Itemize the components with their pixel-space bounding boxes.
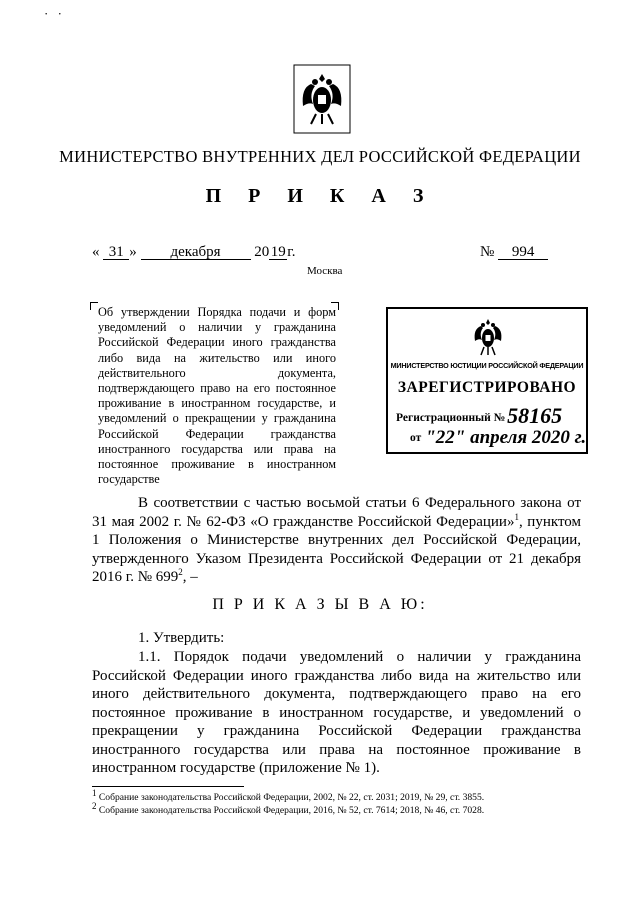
stamp-date-value: "22" апреля 2020 г. — [425, 427, 587, 448]
footnote-ref-1: 1 — [514, 511, 519, 522]
subject-bracket-left — [90, 302, 98, 310]
registration-stamp — [386, 307, 588, 454]
stamp-date-label: от — [410, 432, 422, 444]
footnote-1 — [92, 787, 485, 804]
preamble-paragraph — [92, 494, 581, 587]
order-date — [92, 244, 295, 261]
stamp-reg-number: 58165 — [507, 403, 563, 428]
date-year: 19 — [270, 244, 286, 260]
stamp-date-line — [410, 427, 586, 449]
footnote-2-mark: 2 — [92, 800, 97, 811]
city: Москва — [307, 265, 343, 277]
footnote-1-mark: 1 — [92, 787, 97, 798]
stamp-reg-label: Регистрационный № — [396, 412, 506, 424]
footnote-2 — [92, 800, 485, 817]
number-label: № — [480, 244, 495, 260]
date-month: декабря — [141, 245, 251, 260]
item-1: 1. Утвердить: — [138, 630, 225, 646]
footnote-ref-2: 2 — [178, 567, 183, 577]
number-value: 994 — [498, 245, 548, 260]
date-day: 31 — [103, 245, 129, 260]
footnote-2-text: Собрание законодательства Российской Федерации, 2016, № 52, ст. 7614; 2018, № 46, ст. 7028. — [96, 805, 485, 816]
ministry-name: МИНИСТЕРСТВО ВНУТРЕННИХ ДЕЛ РОССИЙСКОЙ ФЕДЕРАЦИИ — [59, 147, 581, 166]
stamp-organization: МИНИСТЕРСТВО ЮСТИЦИИ РОССИЙСКОЙ ФЕДЕРАЦИИ — [390, 361, 584, 370]
stamp-registration-line — [396, 403, 562, 429]
document-type-title: П Р И К А З — [205, 185, 435, 207]
preamble-text-a: В соответствии с частью восьмой статьи 6 Федерального закона от 31 мая 2002 г. № 62-ФЗ «О гражданстве Российской Федерации» — [92, 495, 581, 530]
date-century: 20 — [254, 244, 270, 260]
date-open-quote: « — [92, 244, 100, 260]
order-word: П Р И К А З Ы В А Ю: — [212, 596, 428, 613]
stamp-emblem-icon — [469, 315, 507, 359]
coat-of-arms-emblem — [293, 64, 351, 134]
stamp-status: ЗАРЕГИСТРИРОВАНО — [397, 379, 577, 396]
order-number — [480, 244, 548, 261]
date-close-quote: » — [129, 244, 137, 260]
preamble-text-b: , пунктом 1 Положения о Министерстве внутренних дел Российской Федерации, утвержденного Указом Президента Российской Федерации от 21 декабря 2016 г. № 699 — [92, 513, 582, 585]
date-year-suffix: г. — [287, 244, 296, 260]
preamble-text-c: , – — [182, 569, 198, 585]
footnote-1-text: Собрание законодательства Российской Федерации, 2002, № 22, ст. 2031; 2019, № 29, ст. 3855. — [96, 792, 485, 803]
corner-marks: · · — [44, 6, 65, 21]
item-1-1: 1.1. Порядок подачи уведомлений о наличии у гражданина Российской Федерации иного гражданства либо вида на жительство или иного действительного документа, подтверждающего право на его постоянное проживание в иностранном государстве, и уведомлений о прекращении у гражданина Российской Федерации гражданства иностранного государства или права на постоянное проживание в иностранном государстве (приложение № 1). — [92, 649, 581, 776]
order-subject: Об утверждении Порядка подачи и форм уведомлений о наличии у гражданина Российской Федерации иного гражданства либо вида на жительство или иного действительного документа, подтверждающего право на его постоянное проживание в иностранном государстве, и уведомлений о прекращении у гражданина Российской Федерации гражданства иностранного государства или права на постоянное проживание в иностранном государстве — [98, 305, 336, 487]
footnote-separator — [92, 786, 244, 787]
